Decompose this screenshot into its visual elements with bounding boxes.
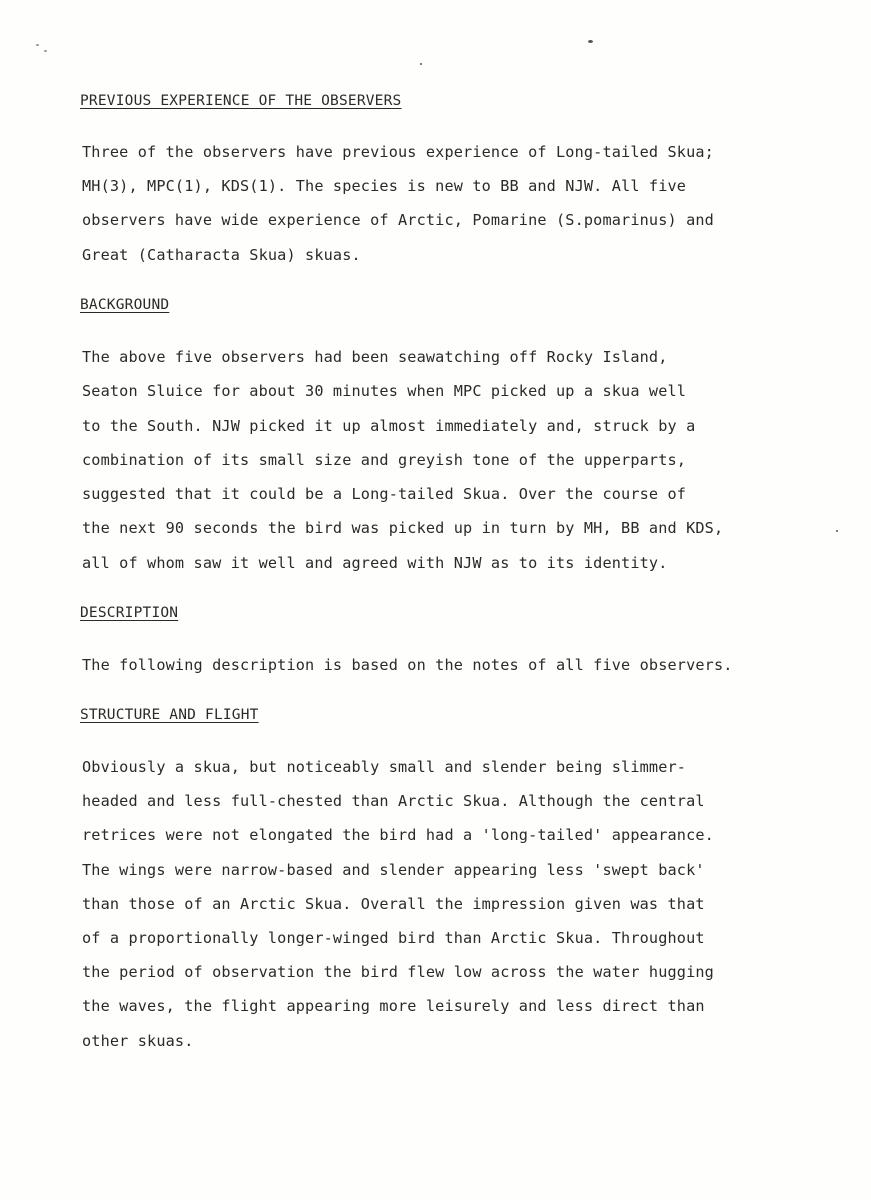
paragraph-line: than those of an Arctic Skua. Overall the impression given was that bbox=[82, 895, 705, 913]
heading-background: BACKGROUND bbox=[80, 297, 170, 313]
paper-speck bbox=[836, 530, 838, 532]
paragraph-line: the waves, the flight appearing more leisurely and less direct than bbox=[82, 997, 705, 1015]
heading-description: DESCRIPTION bbox=[80, 605, 179, 621]
paragraph-line: all of whom saw it well and agreed with NJW as to its identity. bbox=[82, 554, 668, 572]
paragraph-line: to the South. NJW picked it up almost immediately and, struck by a bbox=[82, 417, 696, 435]
paragraph-line: the period of observation the bird flew low across the water hugging bbox=[82, 963, 714, 981]
paper-speck bbox=[420, 63, 422, 65]
paragraph-line: Seaton Sluice for about 30 minutes when MPC picked up a skua well bbox=[82, 382, 687, 400]
paper-speck bbox=[44, 50, 47, 52]
paragraph-line: other skuas. bbox=[82, 1032, 194, 1050]
paragraph-line: Obviously a skua, but noticeably small and slender being slimmer- bbox=[82, 758, 687, 776]
heading-previous-experience: PREVIOUS EXPERIENCE OF THE OBSERVERS bbox=[80, 93, 402, 109]
paper-speck bbox=[36, 44, 39, 46]
paragraph-line: combination of its small size and greyish tone of the upperparts, bbox=[82, 451, 687, 469]
paragraph-line: The following description is based on the notes of all five observers. bbox=[82, 656, 733, 674]
paragraph-line: observers have wide experience of Arctic, Pomarine (S.pomarinus) and bbox=[82, 211, 714, 229]
paragraph-line: of a proportionally longer-winged bird than Arctic Skua. Throughout bbox=[82, 929, 705, 947]
paragraph-line: headed and less full-chested than Arctic Skua. Although the central bbox=[82, 792, 705, 810]
paragraph-line: The wings were narrow-based and slender appearing less 'swept back' bbox=[82, 861, 705, 879]
heading-structure-and-flight: STRUCTURE AND FLIGHT bbox=[80, 707, 259, 723]
paragraph-line: the next 90 seconds the bird was picked up in turn by MH, BB and KDS, bbox=[82, 519, 724, 537]
paragraph-line: MH(3), MPC(1), KDS(1). The species is new to BB and NJW. All five bbox=[82, 177, 687, 195]
paper-speck bbox=[588, 40, 593, 43]
paragraph-line: Three of the observers have previous experience of Long-tailed Skua; bbox=[82, 143, 714, 161]
paragraph-line: retrices were not elongated the bird had a 'long-tailed' appearance. bbox=[82, 826, 714, 844]
paragraph-line: suggested that it could be a Long-tailed Skua. Over the course of bbox=[82, 485, 687, 503]
paragraph-line: The above five observers had been seawatching off Rocky Island, bbox=[82, 348, 668, 366]
paragraph-line: Great (Catharacta Skua) skuas. bbox=[82, 246, 361, 264]
